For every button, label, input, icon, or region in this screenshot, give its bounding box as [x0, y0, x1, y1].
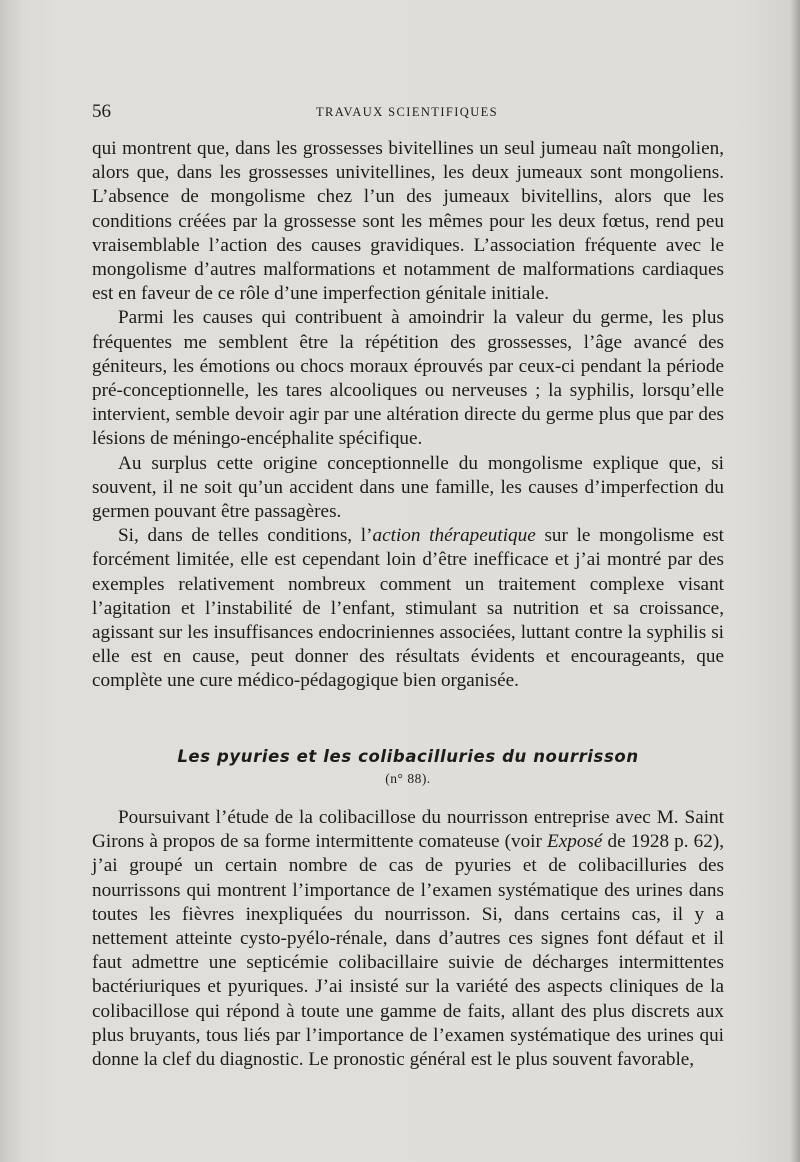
text-run: Si, dans de telles conditions, l’ [118, 525, 373, 547]
paragraph: Parmi les causes qui contribuent à amoindrir la valeur du germe, les plus fréquentes me semblent être la répétition des grossesses, l’âge avancé des géniteurs, les émotions ou chocs moraux éprouvés par ceux-ci pendant la période pré-conceptionnelle, les tares alcooliques ou nerveuses ; la syphilis, lorsqu’elle intervient, semble devoir agir par une altération directe du germe plus que par des lésions de méningo-encéphalite spécifique. [92, 307, 724, 450]
page-edge-shadow [790, 0, 800, 1162]
paragraph: Au surplus cette origine conceptionnelle du mongolisme explique que, si souvent, il ne soit qu’un accident dans une famille, les causes d’imperfection du germen pouvant être passagères. [92, 452, 724, 523]
paragraph [92, 524, 724, 693]
paragraph [92, 806, 724, 1072]
running-header [92, 101, 722, 123]
body-text-upper [92, 137, 724, 694]
section-reference: (n° 88). [385, 771, 431, 786]
text-run: Poursuivant l’étude de la colibacillose du nourrisson entreprise avec M. Saint Girons à propos de sa forme intermittente comateuse (voir [92, 807, 724, 853]
italic-term: action thérapeutique [372, 525, 536, 547]
text-run: de 1928 p. 62), j’ai groupé un certain nombre de cas de pyuries et de colibacilluries des nourrissons qui montrent l’importance de l’examen systématique des urines dans toutes les fièvres inexpliquées du nourrisson. Si, dans certains cas, il y a nettement atteinte cysto-pyélo-rénale, dans d’autres ces signes font défaut et il faut admettre une septicémie colibacillaire suivie de décharges intermittentes bactériuriques et pyuriques. J’ai insisté sur la variété des aspects cliniques de la colibacillose qui répond à toute une gamme de faits, allant des plus discrets aux plus bruyants, tous liés par l’importance de l’examen systématique des urines qui donne la clef du diagnostic. Le pronostic général est le plus souvent favorable, [92, 831, 725, 1071]
header-title: TRAVAUX SCIENTIFIQUES [315, 105, 499, 119]
page-number: 56 [92, 101, 111, 122]
text-run: sur le mongolisme est forcément limitée, elle est cependant loin d’être inefficace et j’ai montré par des exemples relativement nombreux comment un traitement complexe visant l’agitation et l’instabilité de l’enfant, stimulant sa nutrition et sa croissance, agissant sur les insuffisances endocriniennes associées, luttant contre la syphilis si elle est en cause, peut donner des résultats évidents et encourageants, que complète une cure médico-pédagogique bien organisée. [92, 525, 725, 692]
body-text-lower [92, 806, 724, 1072]
italic-term: Exposé [546, 831, 603, 853]
paragraph: qui montrent que, dans les grossesses bivitellines un seul jumeau naît mongolien, alors que, dans les grossesses univitellines, les deux jumeaux sont mongoliens. L’absence de mongolisme chez l’un des jumeaux bivitellins, alors que les conditions créées par la grossesse sont les mêmes pour les deux fœtus, rend peu vraisemblable l’action des causes gravidiques. L’association fréquente avec le mongolisme d’autres malformations et notamment de malformations cardiaques est en faveur de ce rôle d’une imperfection génitale initiale. [92, 138, 724, 305]
section-title: Les pyuries et les colibacilluries du nourrisson [177, 747, 639, 766]
